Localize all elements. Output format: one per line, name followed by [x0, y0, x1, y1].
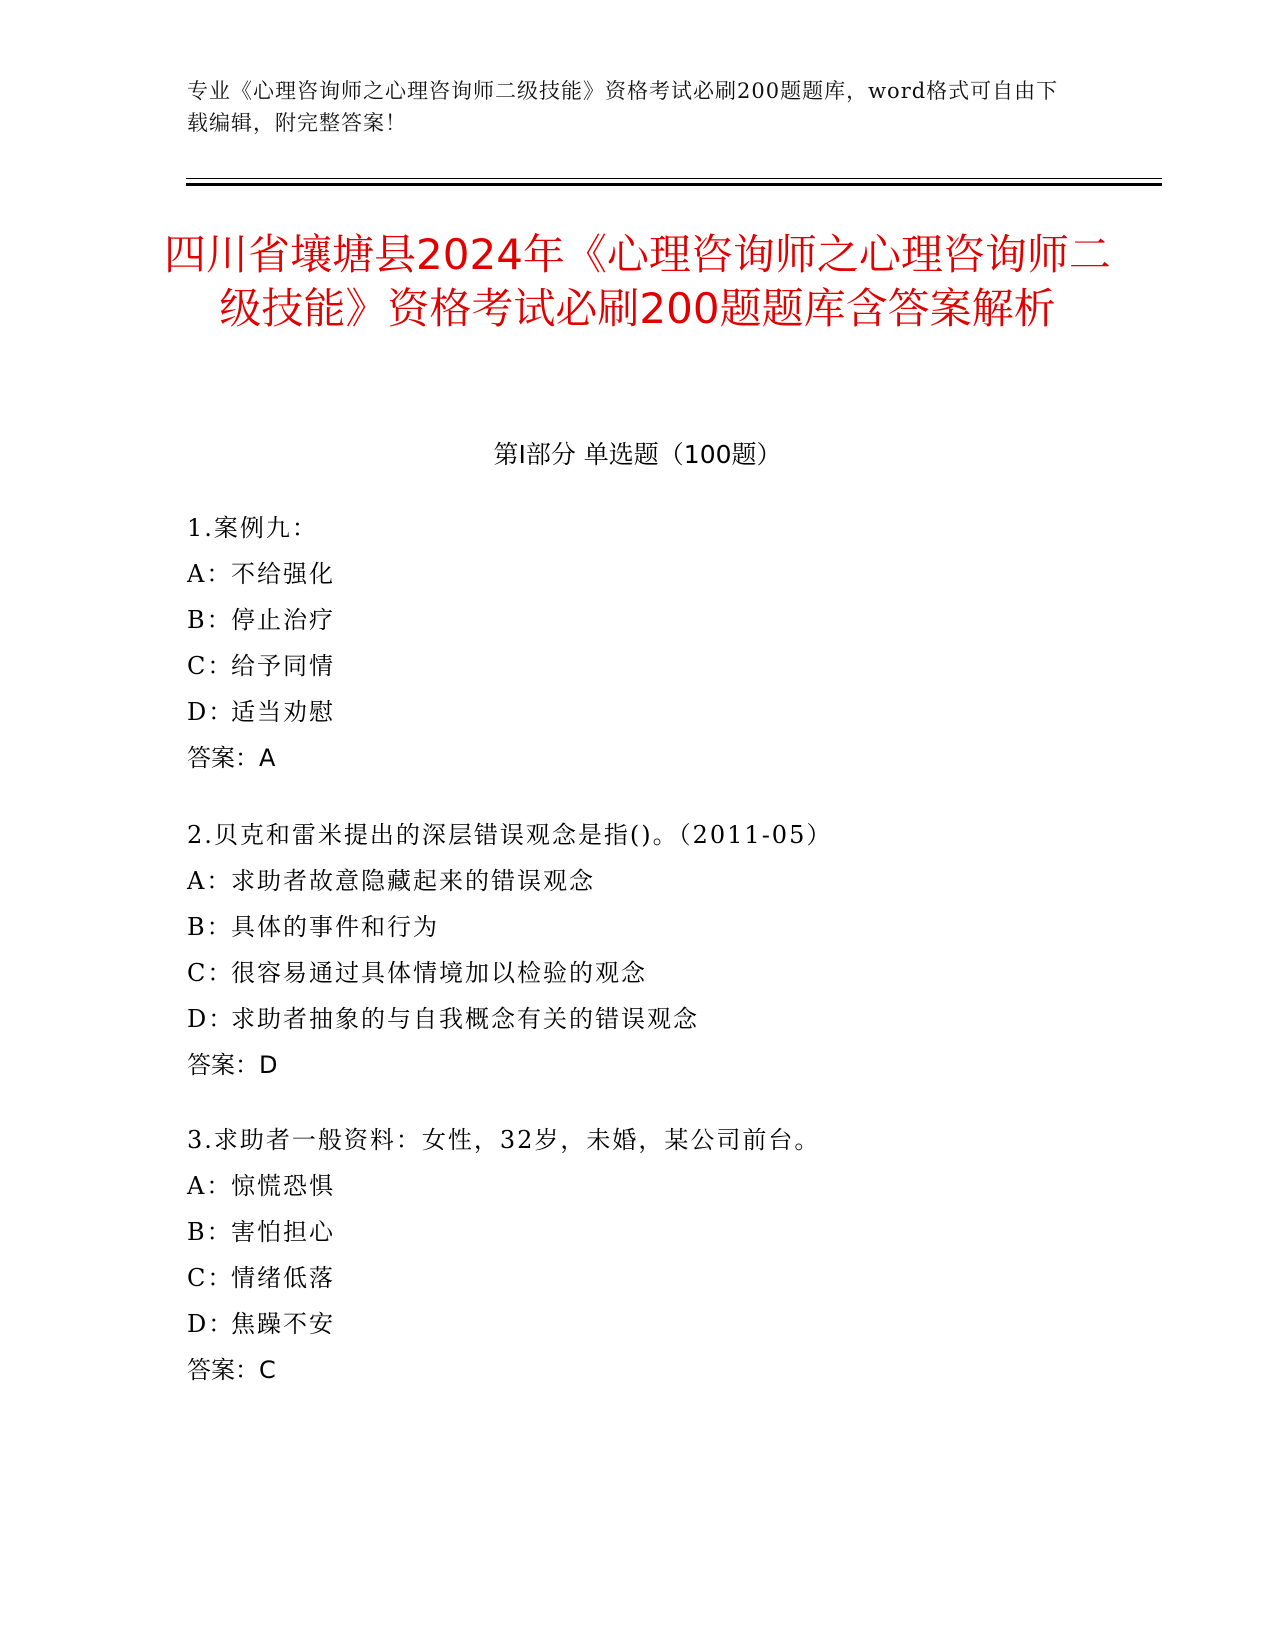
- option-letter: C：: [187, 959, 234, 987]
- option-letter: B：: [187, 606, 233, 634]
- option-text: 具体的事件和行为: [231, 913, 439, 941]
- option-letter: D：: [187, 1310, 235, 1338]
- option-text: 给予同情: [231, 652, 335, 680]
- option-a: [187, 551, 1087, 597]
- option-c: [187, 643, 1087, 689]
- option-text: 适当劝慰: [231, 698, 335, 726]
- header-rule-thick: [186, 183, 1162, 186]
- option-text: 焦躁不安: [231, 1310, 335, 1338]
- answer-line: 答案：A: [187, 744, 276, 772]
- option-letter: C：: [187, 1264, 234, 1292]
- option-text: 很容易通过具体情境加以检验的观念: [231, 959, 647, 987]
- document-title: 四川省壤塘县2024年《心理咨询师之心理咨询师二级技能》资格考试必刷200题题库含答案解析: [164, 230, 1111, 333]
- option-text: 停止治疗: [231, 606, 335, 634]
- option-letter: D：: [187, 1005, 235, 1033]
- option-b: [187, 1209, 1087, 1255]
- question-2: [187, 812, 1087, 1088]
- option-letter: B：: [187, 1218, 233, 1246]
- option-d: [187, 689, 1087, 735]
- option-text: 情绪低落: [231, 1264, 335, 1292]
- option-c: [187, 950, 1087, 996]
- option-letter: B：: [187, 913, 233, 941]
- option-text: 求助者抽象的与自我概念有关的错误观念: [231, 1005, 699, 1033]
- answer-line: 答案：D: [187, 1051, 278, 1079]
- option-text: 害怕担心: [231, 1218, 335, 1246]
- header-note: 专业《心理咨询师之心理咨询师二级技能》资格考试必刷200题题库，word格式可自由下载编辑，附完整答案！: [187, 79, 1059, 135]
- question-stem: 3.求助者一般资料：女性，32岁，未婚，某公司前台。: [187, 1126, 821, 1154]
- option-a: [187, 858, 1087, 904]
- header-rule-thin: [186, 178, 1162, 179]
- option-letter: A：: [187, 1172, 233, 1200]
- option-d: [187, 1301, 1087, 1347]
- question-stem: 1.案例九：: [187, 514, 318, 542]
- option-letter: D：: [187, 698, 235, 726]
- question-3: [187, 1117, 1087, 1393]
- option-d: [187, 996, 1087, 1042]
- option-letter: A：: [187, 867, 233, 895]
- option-text: 不给强化: [231, 560, 335, 588]
- option-c: [187, 1255, 1087, 1301]
- option-letter: C：: [187, 652, 234, 680]
- option-letter: A：: [187, 560, 233, 588]
- question-1: [187, 505, 1087, 781]
- option-b: [187, 904, 1087, 950]
- answer-line: 答案：C: [187, 1356, 276, 1384]
- option-text: 惊慌恐惧: [231, 1172, 335, 1200]
- option-b: [187, 597, 1087, 643]
- question-stem: 2.贝克和雷米提出的深层错误观念是指()。（2011-05）: [187, 821, 833, 849]
- section-heading: 第Ⅰ部分 单选题（100题）: [493, 440, 782, 469]
- option-text: 求助者故意隐藏起来的错误观念: [231, 867, 595, 895]
- option-a: [187, 1163, 1087, 1209]
